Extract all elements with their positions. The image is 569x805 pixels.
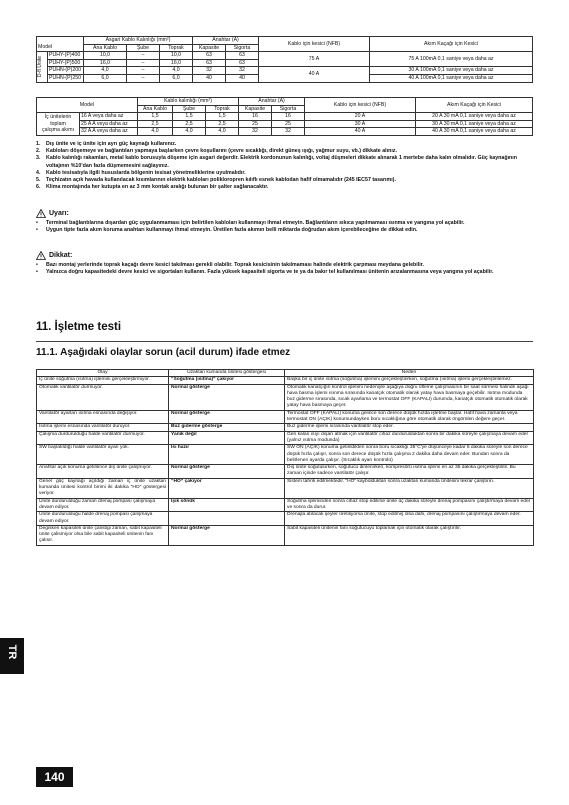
table-cell: Genel güç kaynağı açıldığı zaman iç ünite uzaktan kumanda ünitesi kontrol birimi iki dakika “HO” göstergesi veriyor. <box>37 478 169 498</box>
table-cell: 20 A 30 mA 0,1 saniye veya daha az <box>416 113 533 121</box>
table-cell: 25 <box>239 120 272 128</box>
table-cell: Degisken kapasiteli ünite çalıstigi zaman, sabit kapasiteli ünite çalismiyor olsa bile sabit kapasiteli ünitenin fanı çalısır. <box>37 525 169 545</box>
t2-header-main-cable: Ana Kablo <box>138 105 173 113</box>
table-cell: 40 A <box>305 128 416 136</box>
table-cell: 75 A 100mA 0,1 saniye veya daha az <box>370 52 533 67</box>
warning-heading: Uyarı: <box>36 209 69 218</box>
table-cell: 75 A <box>259 52 370 67</box>
table-cell: 30 A <box>305 120 416 128</box>
list-item: • Bazı montaj yerlerinde toprak kaçağı devre kesici takılması gerekli olabilir. Toprak kesicisinin takılmaması halinde elektrik çarpması meydana gelebilir. <box>36 262 424 268</box>
table-cell: Otomatik kanatçığın kontrol işletimi nedeniyle aşağıya doğru üfleme çalışmasının bir saat sürmesi halinde aşağı hava basma işlemi ısınma sırasında kanatçık otomatik olarak yatay hava basmaya geçebilir. Isıtma modunda buz giderme sırasında, sıcak ayarlama ve termostat OFF (KAPALI) durumda, kanatçık otomatik otomatik olarak yatay hava basmaya geçer. <box>285 384 534 410</box>
table-cell: – <box>127 59 160 67</box>
table-cell: Normal gösterge <box>169 465 285 479</box>
caution-triangle-icon <box>36 251 46 260</box>
list-item: 5. Teçhizatın açık havada kullanılacak kısımlarının elektrik kabloları polikloropren kılıflı esnek kablodan hafif olmamalıdır (245 IEC57 tasarımı). <box>36 177 396 184</box>
table-cell: 1,5 <box>206 113 239 121</box>
table-cell: 2,5 <box>173 120 206 128</box>
table-cell: 4,0 <box>160 67 193 75</box>
table-cell: 25 A A veya daha az <box>80 120 138 128</box>
warning-triangle-icon <box>36 209 46 218</box>
table-cell: – <box>127 67 160 75</box>
table-cell: Normal gösterge <box>169 384 285 410</box>
t2-header-fuse: Sigorta <box>272 105 305 113</box>
table-row <box>37 525 534 545</box>
table-cell: 6,0 <box>160 74 193 82</box>
t1-header-capacity: Kapasite <box>193 44 226 52</box>
section-title: 11. İşletme testi <box>36 321 122 333</box>
list-item: • Uygun tipte fazla akım koruma anahtarı kullanmayı ihmal etmeyin. Üretilen fazla akımın belli miktarda doğrudan akım içerebileceğine de dikkat edin. <box>36 227 418 234</box>
table-cell: – <box>127 74 160 82</box>
table-cell: 16,0 <box>160 59 193 67</box>
subsection-title: 11.1. Aşağıdaki olaylar sorun (acil durum) ifade etmez <box>36 347 291 358</box>
table-cell: PUHY-(P)500 <box>48 59 84 67</box>
t2-header-capacity: Kapasite <box>239 105 272 113</box>
table-cell: SW başlatıldığı halde vantilatör ayarı yok. <box>37 445 169 465</box>
table-cell <box>169 512 285 526</box>
table-row <box>37 52 533 60</box>
table-cell: 32 <box>239 128 272 136</box>
table-cell: 40 A 30 mA 0,1 saniye veya daha az <box>416 128 533 136</box>
caution-list <box>36 262 534 276</box>
table-cell: 63 <box>193 52 226 60</box>
table-cell: 30 A 30 mA 0,1 saniye veya daha az <box>416 120 533 128</box>
table-cell: 1,5 <box>138 113 173 121</box>
table-cell: Çalışma durdurulduğu halde vantilatör durmuyor. <box>37 431 169 445</box>
table-cell: 16 A veya daha az <box>80 113 138 121</box>
t3-header-event: Olay <box>37 370 169 377</box>
table-row <box>37 384 534 410</box>
table-row <box>37 512 534 526</box>
t2-header-branch: Şube <box>173 105 206 113</box>
table-cell: 1,5 <box>173 113 206 121</box>
table-cell: 32 A A veya daha az <box>80 128 138 136</box>
notes-list <box>36 141 534 191</box>
table-cell: Soğutma işleminden sonra cihaz stop edilirse ünite üç dakika süreyle drenaj pompasını çalıştırmaya devam eder ve sonra da durur. <box>285 498 534 512</box>
table-cell: 4,0 <box>138 128 173 136</box>
table-row <box>37 431 534 445</box>
table-cell: Başka bir iç ünite ısıtma (soğutma) işlemini gerçekleştirirken, soğutma (ısıtma) işlemi gerçekleştirilemez. <box>285 377 534 384</box>
table-cell: Buz giderme gösterge <box>169 424 285 431</box>
list-item: 6. Klima montajında her kutupta en az 3 mm kontak aralığı bulunan bir şalter sağlanacaktır. <box>36 184 269 191</box>
page-number: 140 <box>36 767 73 787</box>
table-cell: Vantilatör ayarları ısıtma esnasında değişiyor. <box>37 410 169 424</box>
table-cell: – <box>127 52 160 60</box>
t1-header-ground: Toprak <box>160 44 193 52</box>
table-cell: 16 <box>239 113 272 121</box>
t2-header-switch: Anahtar (A) <box>239 98 305 106</box>
table-row <box>37 424 534 431</box>
t1-header-switch: Anahtar (A) <box>193 37 259 45</box>
table-cell: 40 <box>193 74 226 82</box>
table-cell: Otomatik vantilatör durmuyor. <box>37 384 169 410</box>
cable-spec-table-indoor <box>36 97 533 136</box>
table-row <box>37 465 534 479</box>
table-cell: İç ünite soğutma (ısıtma) işlemini gerçekleştirmiyor. <box>37 377 169 384</box>
table-row <box>37 445 534 465</box>
table-cell: 40 <box>226 74 259 82</box>
table-cell: 40 A <box>259 67 370 82</box>
t1-header-leakage: Akım Kaçağı için Kesici <box>370 37 533 52</box>
table-cell: 63 <box>226 52 259 60</box>
t2-row-label: İç ünitelerin toplam çalışma akımı <box>37 113 80 136</box>
table-cell: 4,0 <box>84 67 127 75</box>
table-cell: PUHN-(P)200 <box>48 67 84 75</box>
language-tab: TR <box>0 638 24 674</box>
t2-header-breaker: Kablo için kesici (NFB) <box>305 98 416 113</box>
table-cell: 4,0 <box>206 128 239 136</box>
table-row <box>37 478 534 498</box>
section-divider <box>36 341 533 342</box>
table-cell: SW ON (AÇIK) konuma getirildikten sonra boru sıcaklığı 35°C'ye düşünceye kadar 5 dakika süreyle son derece düşük hızla çalışır, sonra son derece düşük hızla çalışma 2 dakika daha devam eder. Bundan sonra da belirlenen ayarda çalışır. (Sıcaklık ayarı kontrolü) <box>285 445 534 465</box>
table-cell: 30 A 100mA 0,1 saniye veya daha az <box>370 67 533 75</box>
t1-header-min-cable: Asgari Kablo Kalınlığı (mm²) <box>84 37 193 45</box>
table-cell: “HO” çakıyor <box>169 478 285 498</box>
table-cell: 63 <box>193 59 226 67</box>
warning-list <box>36 220 534 234</box>
table-cell: Isıtma işlemi esnasında vantilatör duruyor. <box>37 424 169 431</box>
t2-header-leakage: Akım Kaçağı için Kesici <box>416 98 533 113</box>
list-item: 4. Kablo tesisatıyla ilgili hususlarda bölgenin tesisat yönetmeliklerine uyulmalıdır. <box>36 169 246 176</box>
table-cell: 32 <box>272 128 305 136</box>
table-cell: 2,5 <box>138 120 173 128</box>
table-cell: Işık sönük <box>169 498 285 512</box>
table-cell: 63 <box>226 59 259 67</box>
t2-header-model: Model <box>37 98 138 113</box>
caution-heading: Dikkat: <box>36 251 72 260</box>
table-cell: 16,0 <box>84 59 127 67</box>
t1-header-model: Model <box>37 37 84 52</box>
table-row <box>37 410 534 424</box>
events-table <box>36 369 534 546</box>
table-cell: 6,0 <box>84 74 127 82</box>
cable-spec-table-outdoor <box>36 36 533 83</box>
t1-header-branch: Şube <box>127 44 160 52</box>
table-cell: Normal gösterge <box>169 525 285 545</box>
table-cell: 2,5 <box>206 120 239 128</box>
table-cell: 25 <box>272 120 305 128</box>
table-cell: Yanık değil <box>169 431 285 445</box>
list-item: 1. Dış ünite ve iç ünite için ayrı güç kaynağı kullanınız. <box>36 141 177 147</box>
t3-header-indicator: Uzaktan kumanda ünitesi göstergesi <box>169 370 285 377</box>
table-cell: PUHN-(P)250 <box>48 74 84 82</box>
table-cell: “Soğutma (ısıtma)” çakıyor <box>169 377 285 384</box>
t2-header-ground: Toprak <box>206 105 239 113</box>
table-cell: Drenajla atılacak şeyler üretiliyorsa ünite, stop edilmiş olsa dahi, drenaj pompasını çalıştırmaya devam eder. <box>285 512 534 526</box>
table-row <box>37 128 533 136</box>
table-row <box>37 498 534 512</box>
table-cell: 20 A <box>305 113 416 121</box>
t1-header-fuse: Sigorta <box>226 44 259 52</box>
table-row <box>37 67 533 75</box>
table-cell: 10,0 <box>84 52 127 60</box>
table-cell: Anahtar açık konuma getirilince dış ünite çalışmıyor. <box>37 465 169 479</box>
table-cell: Geri kalan ısıyı dışarı atmak için vantilatör cihaz durdurulduktan sonra bir dakika süreyle çalışmaya devam eder (yalnız ısıtma modunda) <box>285 431 534 445</box>
table-cell: Ünite durdurulduğu zaman drenaj pompası çalışmaya devam ediyor. <box>37 498 169 512</box>
t1-header-main-cable: Ana Kablo <box>84 44 127 52</box>
t1-vertical-label: D-ft Ünite <box>37 52 48 82</box>
table-cell: 16 <box>272 113 305 121</box>
list-item: 2. Kabloları döşemeye ve bağlantıları yapmaya başlarken çevre koşullarını (çevre sıcaklığı, direkt güneş ışığı, yağmur suyu, vb.) dikkate alınız. <box>36 148 397 155</box>
list-item: • Terminal bağlantılarına dışardan güç uygulanmaması için belirtilen kabloları kullanmayı ihmal etmeyin. Bağlantıların sıkıca yapılmaması ısınma ve yangına yol açabilir. <box>36 220 465 226</box>
table-cell: 40 A 100mA 0,1 saniye veya daha az <box>370 74 533 82</box>
t1-header-breaker: Kablo için kesici (NFB) <box>259 37 370 52</box>
table-row <box>37 120 533 128</box>
table-cell: Sistem tahrik edilmektedir. “HO” kaybolduktan sonra uzaktan kumanda ünitesini tekrar çalıştırın. <box>285 478 534 498</box>
table-cell: 10,0 <box>160 52 193 60</box>
t2-header-cable: Kablo kalınlığı (mm²) <box>138 98 239 106</box>
table-cell: 4,0 <box>173 128 206 136</box>
table-row <box>37 377 534 384</box>
table-cell: Buz giderme işlemi sırasında vantilatör stop eder. <box>285 424 534 431</box>
table-cell: Sabit kapasiteli ünitenin fanı soğutucuyu toplamak için otomatik olarak çalıştırılır. <box>285 525 534 545</box>
table-cell: PUHY-(P)400 <box>48 52 84 60</box>
table-cell: Ünite durdurulduğu halde drenaj pompası çalışmaya devam ediyor. <box>37 512 169 526</box>
table-cell: Termostat OFF (KAPALI) konuma gelince son derece düşük hızda işletme başlar. Hafif hava zamanla veya termostat ON (AÇIK) konumundayken boru sıcaklığına göre otomatik olarak öngörülen değere geçer. <box>285 410 534 424</box>
t3-header-reason: Neden <box>285 370 534 377</box>
table-cell: Dış ünite soğutulurken, soğutucu dinlenirken, kompresörü ısıtma işlemi en az 35 dakika gerçekleştirilir. Bu zaman içinde sadece vantilatör çalışır. <box>285 465 534 479</box>
table-cell: Isı hazır <box>169 445 285 465</box>
table-cell: 32 <box>226 67 259 75</box>
table-row <box>37 113 533 121</box>
list-item: 3. Kablo kalınlığı rakamları, metal kablo borusuyla döşeme için asgari değerdir. Elektrik kordonunun kalınlığı, voltaj düşmeleri dikkate alınarak 1 mertebe daha kalın olmalıdır. Güç kaynağının voltajının %10'dan fazla düşmemesini sağlayınız. <box>36 155 517 169</box>
list-item: • Yalnızca doğru kapasitedeki devre kesici ve sigortaları kullanın. Fazla yüksek kapasiteli sigorta ve te ya da bakır tel kullanılması ünitenin arızalanmasına veya yangına yol açabilir. <box>36 269 494 276</box>
table-cell: 32 <box>193 67 226 75</box>
table-cell: Normal gösterge <box>169 410 285 424</box>
